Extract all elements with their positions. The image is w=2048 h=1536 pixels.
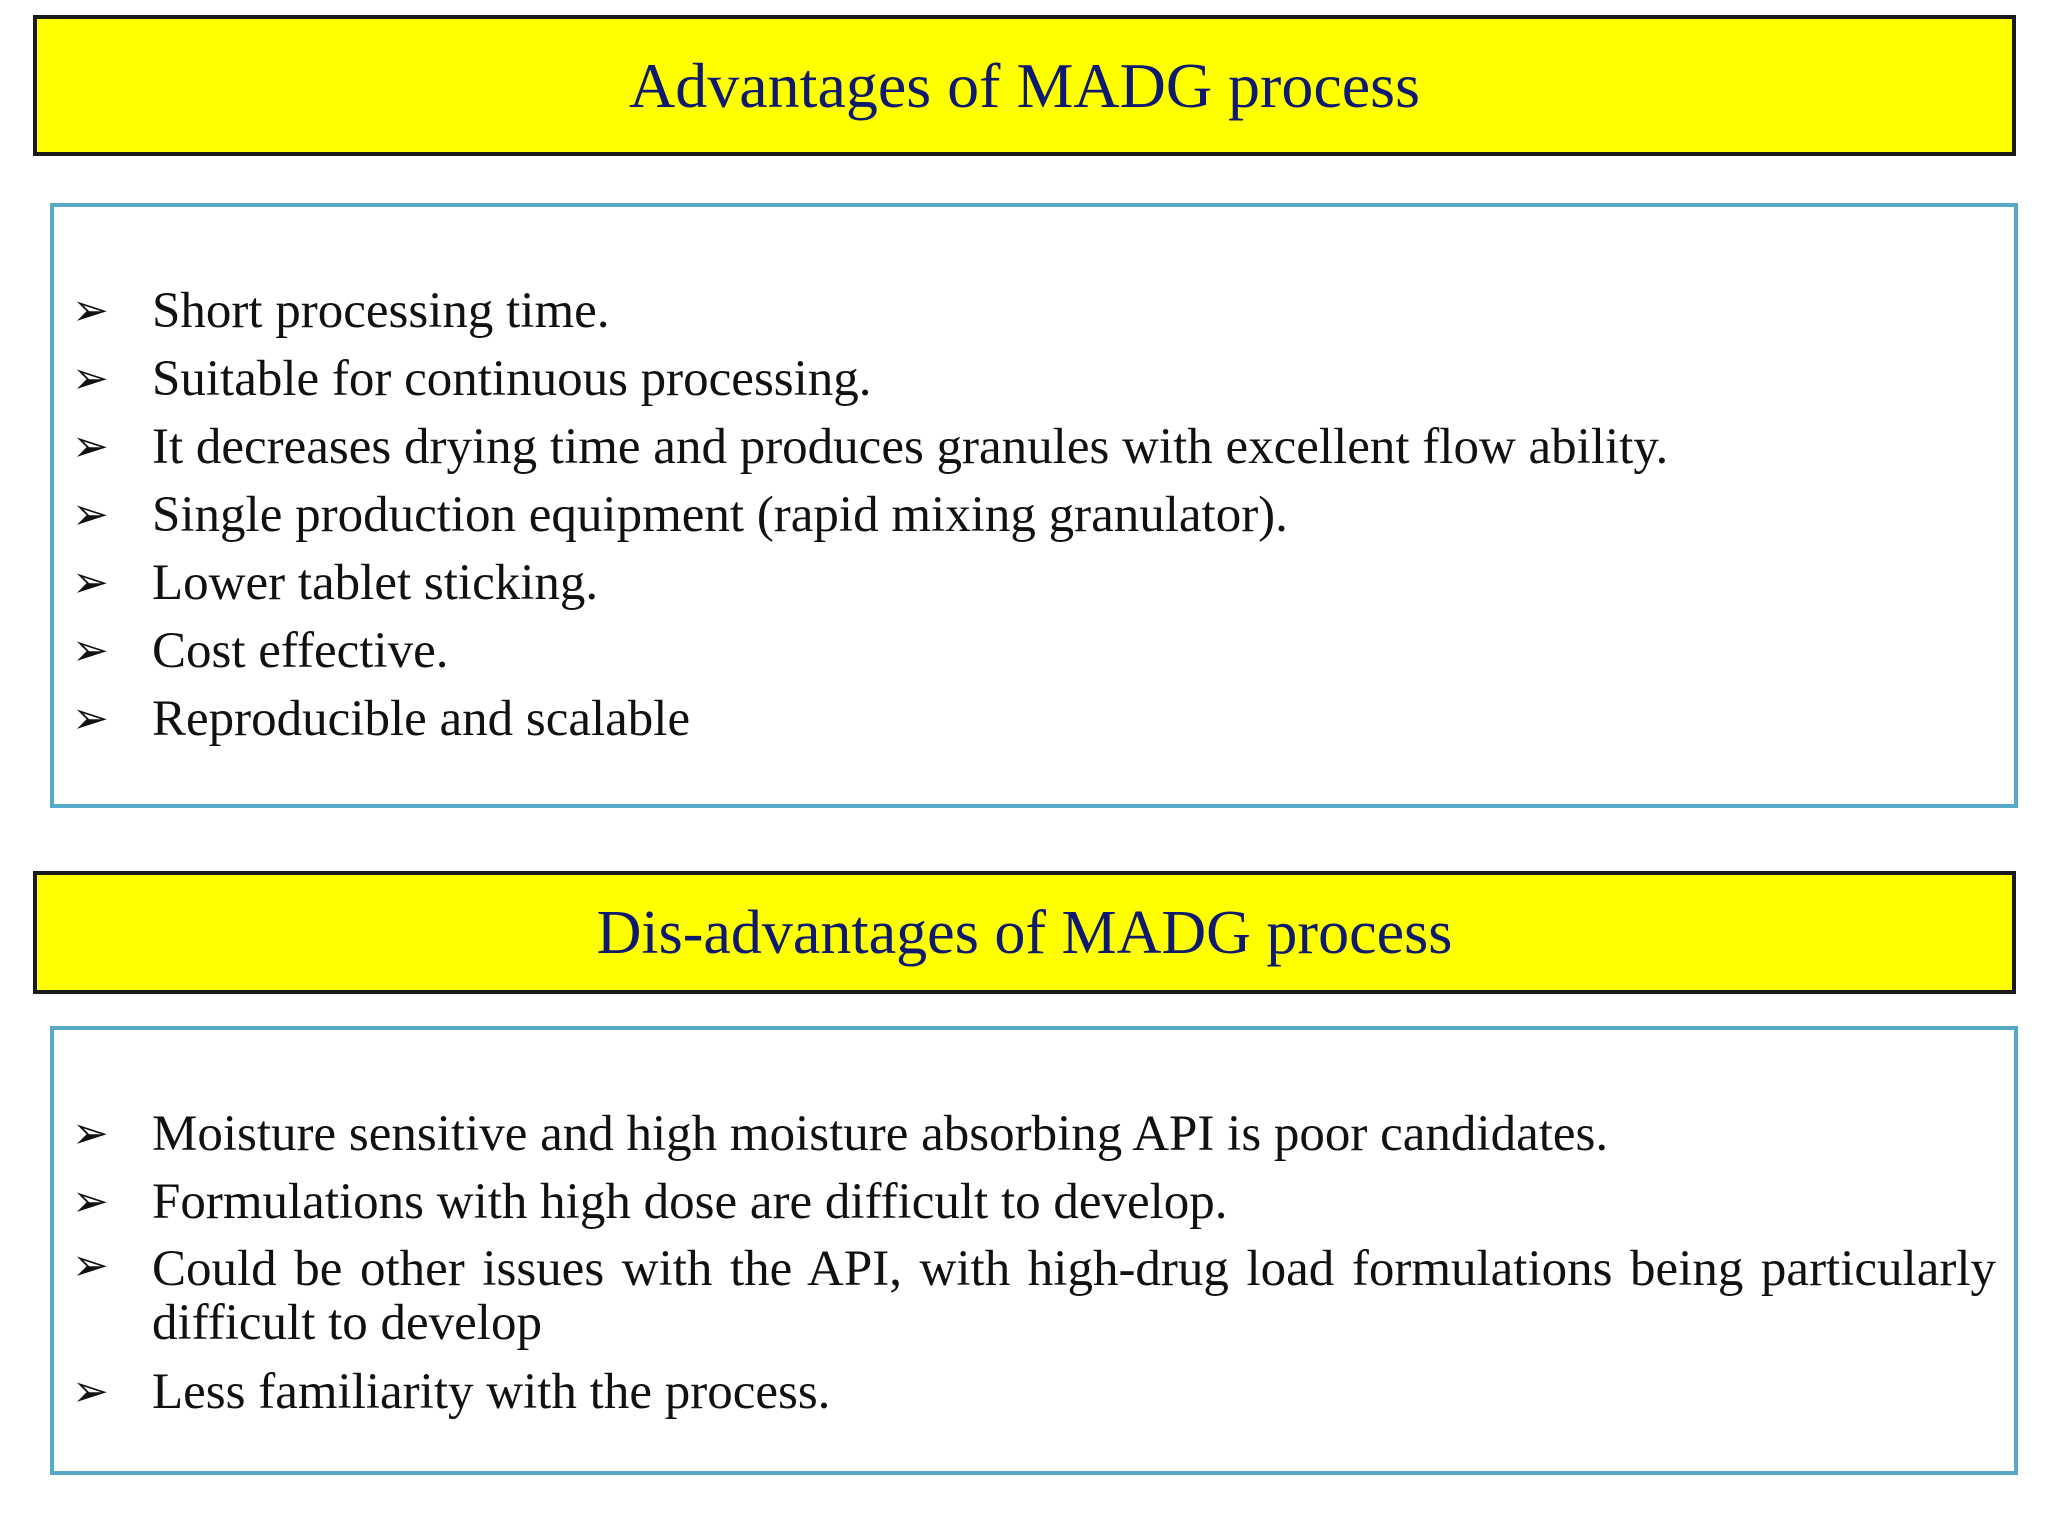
arrow-bullet-icon: ➢: [72, 353, 109, 404]
arrow-bullet-icon: ➢: [72, 693, 109, 744]
advantages-list: [72, 277, 1996, 753]
list-item: [72, 1358, 1996, 1426]
list-item: [72, 1168, 1996, 1236]
list-item-text: Single production equipment (rapid mixing granulator).: [152, 487, 1288, 543]
list-item-text: Reproducible and scalable: [152, 691, 691, 747]
arrow-bullet-icon: ➢: [72, 1108, 109, 1159]
list-item-text: Lower tablet sticking.: [152, 555, 599, 611]
arrow-bullet-icon: ➢: [72, 285, 109, 336]
list-item: [72, 481, 1996, 549]
list-item: [72, 1236, 1996, 1358]
arrow-bullet-icon: ➢: [72, 1366, 109, 1417]
list-item: [72, 617, 1996, 685]
arrow-bullet-icon: ➢: [72, 421, 109, 472]
list-item: [72, 549, 1996, 617]
arrow-bullet-icon: ➢: [72, 1176, 109, 1227]
list-item-text: Cost effective.: [152, 623, 449, 679]
disadvantages-list: [72, 1100, 1996, 1426]
arrow-bullet-icon: ➢: [72, 489, 109, 540]
advantages-title: Advantages of MADG process: [629, 49, 1420, 121]
arrow-bullet-icon: ➢: [72, 557, 109, 608]
advantages-banner: [33, 15, 2016, 156]
arrow-bullet-icon: ➢: [72, 625, 109, 676]
list-item-text: Could be other issues with the API, with high-drug load formulations being particularly difficult to develop: [152, 1241, 1996, 1351]
arrow-bullet-icon: ➢: [72, 1240, 109, 1291]
advantages-panel: [50, 203, 2018, 808]
list-item: [72, 277, 1996, 345]
list-item-text: Moisture sensitive and high moisture absorbing API is poor candidates.: [152, 1106, 1609, 1162]
list-item: [72, 413, 1996, 481]
list-item-text: Formulations with high dose are difficult to develop.: [152, 1174, 1228, 1230]
list-item-text: Short processing time.: [152, 283, 610, 339]
disadvantages-panel: [50, 1026, 2018, 1475]
list-item: [72, 345, 1996, 413]
list-item: [72, 1100, 1996, 1168]
list-item: [72, 685, 1996, 753]
disadvantages-banner: [33, 871, 2016, 994]
list-item-text: Less familiarity with the process.: [152, 1364, 831, 1420]
list-item-text: Suitable for continuous processing.: [152, 351, 872, 407]
list-item-text: It decreases drying time and produces granules with excellent flow ability.: [152, 419, 1669, 475]
disadvantages-title: Dis-advantages of MADG process: [596, 898, 1453, 967]
